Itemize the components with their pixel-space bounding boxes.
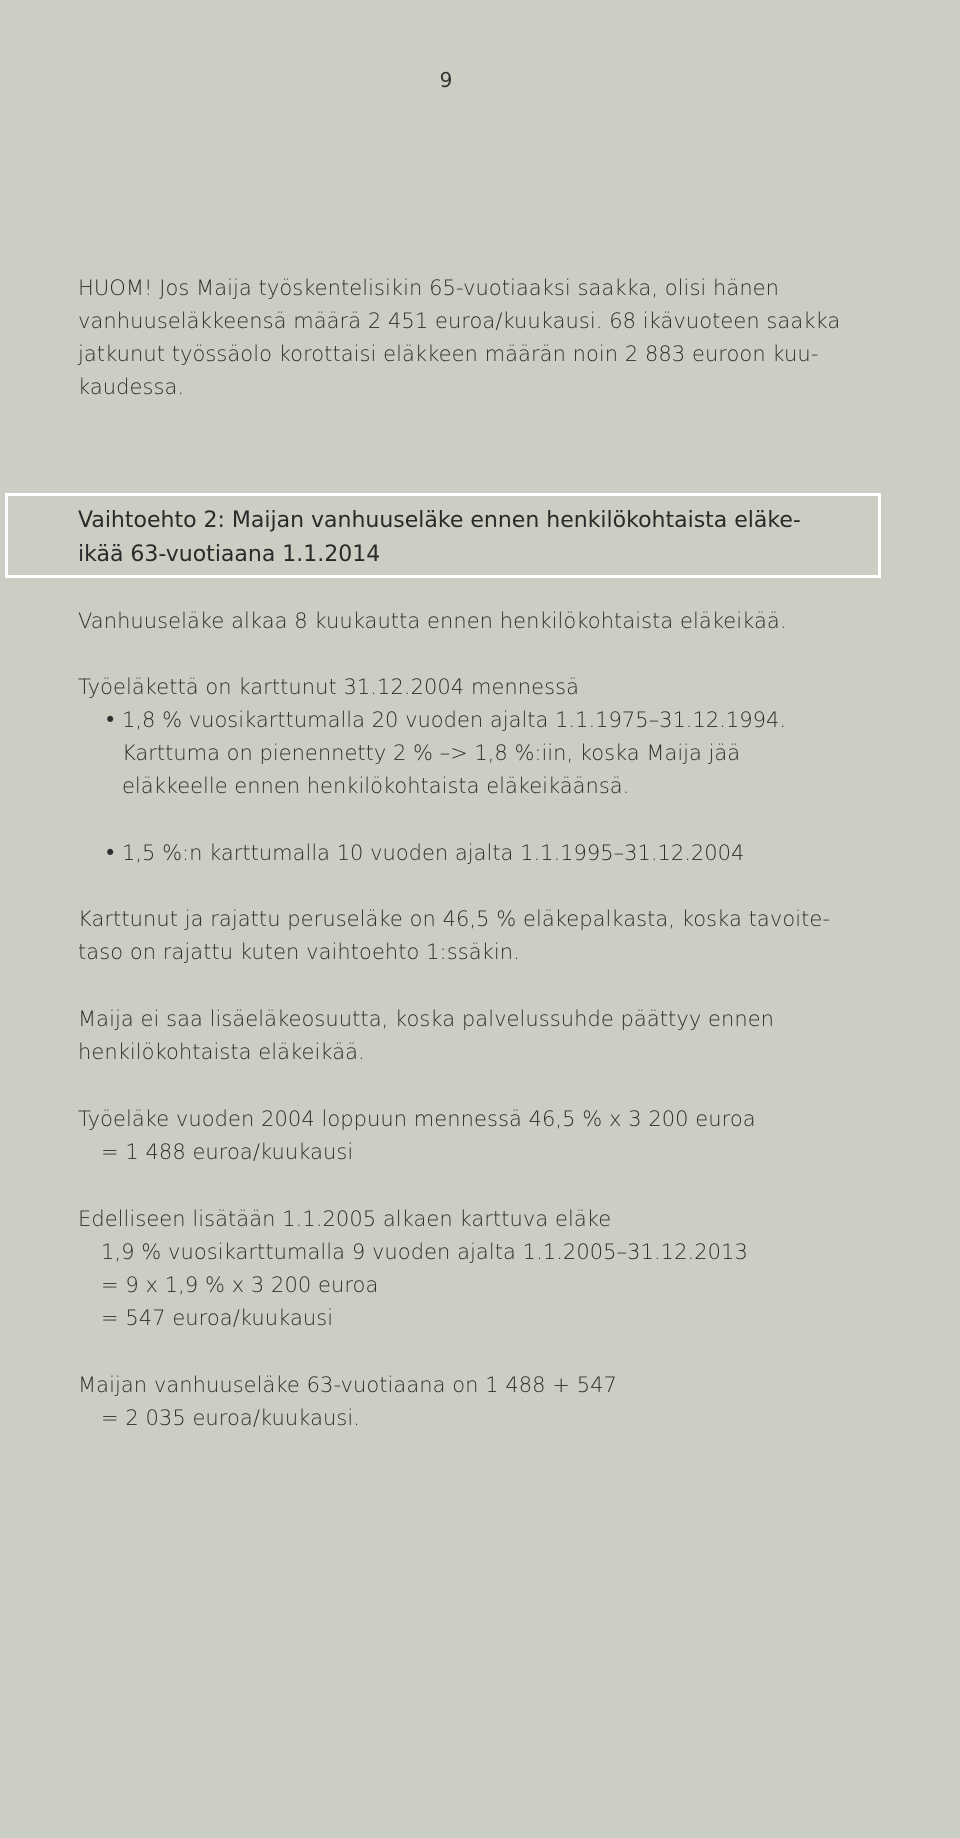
calculation-result: = 547 euroa/kuukausi (101, 1306, 334, 1330)
page-number: 9 (439, 68, 453, 92)
calculation-line: Edelliseen lisätään 1.1.2005 alkaen karttuva eläke (78, 1207, 612, 1231)
heading-line: Vaihtoehto 2: Maijan vanhuuseläke ennen henkilökohtaista eläke- (78, 508, 801, 533)
bullet-item-2: 1,5 %:n karttumalla 10 vuoden ajalta 1.1.1995–31.12.2004 (122, 841, 745, 865)
calculation-result: = 2 035 euroa/kuukausi. (101, 1406, 360, 1430)
calculation-line: = 9 x 1,9 % x 3 200 euroa (101, 1273, 379, 1297)
section-heading (78, 504, 801, 572)
bullet-dot: • (104, 841, 117, 865)
bullet-dot: • (104, 708, 117, 732)
addition-calculation (78, 1203, 748, 1335)
intro-paragraph: Vanhuuseläke alkaa 8 kuukautta ennen henkilökohtaista eläkeikää. (78, 609, 787, 633)
pension-2004-calculation (78, 1103, 756, 1169)
calculation-line: Työeläke vuoden 2004 loppuun mennessä 46,5 % x 3 200 euroa (78, 1107, 756, 1131)
calculation-line: Maijan vanhuuseläke 63-vuotiaana on 1 488 + 547 (78, 1373, 617, 1397)
bullet-item-1 (122, 704, 786, 803)
bullet-line: Karttuma on pienennetty 2 % –> 1,8 %:iin, koska Maija jää (122, 741, 741, 765)
paragraph-line: Karttunut ja rajattu peruseläke on 46,5 % eläkepalkasta, koska tavoite- (78, 907, 830, 931)
huom-note (78, 272, 840, 404)
total-pension-calculation (78, 1369, 617, 1435)
calculation-line: 1,9 % vuosikarttumalla 9 vuoden ajalta 1.1.2005–31.12.2013 (101, 1240, 748, 1264)
accrued-intro: Työeläkettä on karttunut 31.12.2004 mennessä (78, 675, 580, 699)
paragraph-line: henkilökohtaista eläkeikää. (78, 1040, 365, 1064)
basic-pension-paragraph (78, 903, 830, 969)
paragraph-line: taso on rajattu kuten vaihtoehto 1:ssäkin. (78, 940, 520, 964)
paragraph-line: Maija ei saa lisäeläkeosuutta, koska palvelussuhde päättyy ennen (78, 1007, 775, 1031)
bullet-line: 1,8 % vuosikarttumalla 20 vuoden ajalta 1.1.1975–31.12.1994. (122, 708, 787, 732)
huom-line: vanhuuseläkkeensä määrä 2 451 euroa/kuukausi. 68 ikävuoteen saakka (78, 309, 841, 333)
huom-line: jatkunut työssäolo korottaisi eläkkeen määrän noin 2 883 euroon kuu- (78, 342, 819, 366)
huom-line: HUOM! Jos Maija työskentelisikin 65-vuotiaaksi saakka, olisi hänen (78, 276, 780, 300)
supplementary-paragraph (78, 1003, 774, 1069)
huom-line: kaudessa. (78, 375, 185, 399)
bullet-line: eläkkeelle ennen henkilökohtaista eläkeikäänsä. (122, 774, 630, 798)
heading-line: ikää 63-vuotiaana 1.1.2014 (78, 542, 381, 567)
calculation-result: = 1 488 euroa/kuukausi (101, 1140, 354, 1164)
